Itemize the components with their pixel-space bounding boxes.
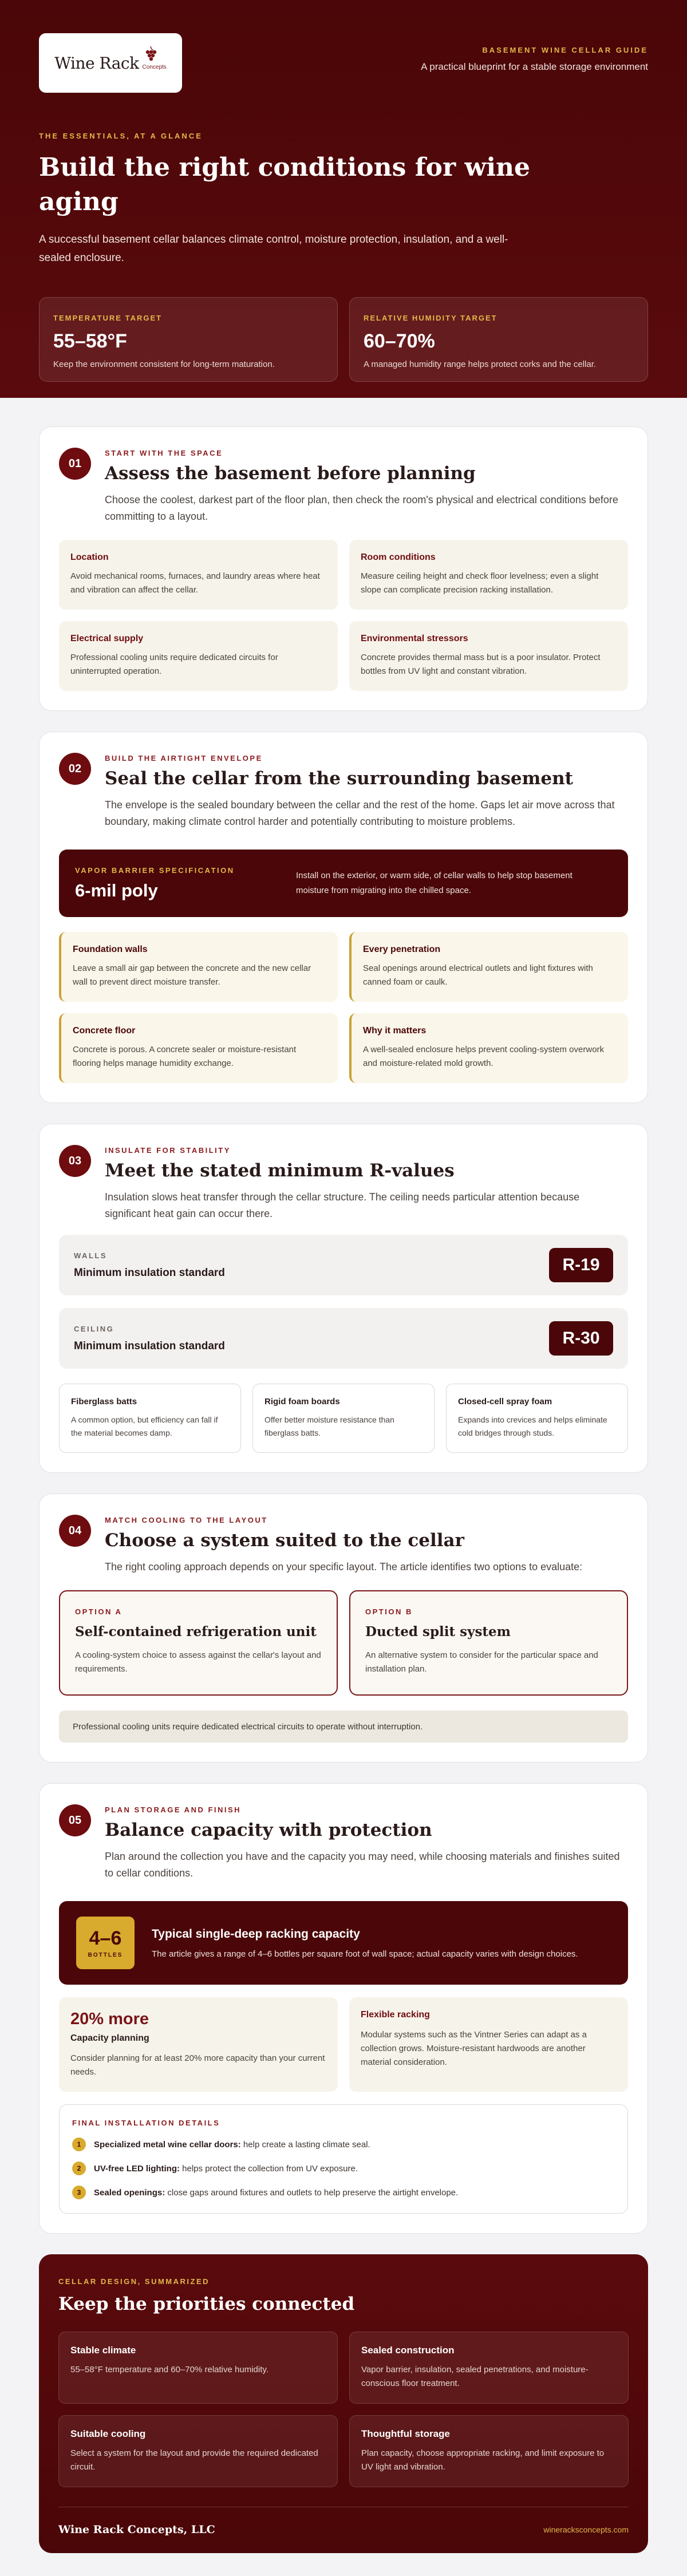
spec-label: VAPOR BARRIER SPECIFICATION xyxy=(75,866,235,875)
tile-title: Room conditions xyxy=(361,552,436,562)
capacity-planning-tile xyxy=(59,1997,338,2092)
tile-title: Environmental stressors xyxy=(361,634,468,643)
summary-tile-title: Thoughtful storage xyxy=(361,2428,450,2439)
summary-thoughtful-storage xyxy=(349,2415,629,2487)
option-title: Ducted split system xyxy=(365,1624,511,1639)
stat-card-humidity xyxy=(349,297,648,382)
section-eyebrow: PLAN STORAGE AND FINISH xyxy=(105,1805,242,1814)
section-description: The envelope is the sealed boundary between the cellar and the rest of the home. Gaps let air move across that boundary, making climate control harder and potentially contributing to moisture problems. xyxy=(105,799,615,827)
bottles-range: 4–6 xyxy=(89,1927,122,1949)
list-item xyxy=(72,2162,615,2175)
section-storage xyxy=(39,1783,648,2234)
tile-text: Avoid mechanical rooms, furnaces, and laundry areas where heat and vibration can affect the cellar. xyxy=(70,571,320,595)
summary-tile-text: 55–58°F temperature and 60–70% relative humidity. xyxy=(70,2365,269,2374)
list-number: 1 xyxy=(72,2138,86,2151)
vapor-barrier-spec xyxy=(59,850,628,917)
section-insulate xyxy=(39,1124,648,1473)
step-number: 05 xyxy=(59,1804,91,1836)
section-description: Plan around the collection you have and the capacity you may need, while choosing materials and finishes suited to cellar conditions. xyxy=(105,1851,620,1879)
option-label: OPTION B xyxy=(365,1607,413,1616)
stat-label: TEMPERATURE TARGET xyxy=(53,314,163,322)
tile-every-penetration xyxy=(349,932,628,1002)
box-title: Closed-cell spray foam xyxy=(458,1397,552,1406)
tile-text: Seal openings around electrical outlets and light fixtures with canned foam or caulk. xyxy=(363,963,593,987)
tile-text: Concrete is porous. A concrete sealer or moisture-resistant flooring helps manage humidity exchange. xyxy=(73,1045,297,1068)
page-title: Build the right conditions for wine aging xyxy=(39,153,531,216)
stat-note: A managed humidity range helps protect corks and the cellar. xyxy=(364,359,597,369)
logo-wordmark: Wine Rack xyxy=(54,53,139,73)
list-item-bold: Sealed openings: xyxy=(94,2187,165,2198)
summary-tile-text: Plan capacity, choose appropriate racking, and limit exposure to UV light and vibration. xyxy=(361,2448,605,2472)
r-value-badge: R-30 xyxy=(549,1321,613,1356)
summary-tile-text: Vapor barrier, insulation, sealed penetrations, and moisture-conscious floor treatment. xyxy=(361,2365,589,2388)
option-title: Self-contained refrigeration unit xyxy=(75,1624,317,1639)
tile-text: Leave a small air gap between the concrete and the new cellar wall to prevent direct moisture transfer. xyxy=(73,963,311,987)
hero xyxy=(0,0,687,398)
r-value-label: CEILING xyxy=(74,1324,114,1333)
racking-title: Typical single-deep racking capacity xyxy=(152,1927,360,1941)
list-item xyxy=(72,2186,615,2199)
summary-tile-title: Sealed construction xyxy=(361,2345,455,2356)
final-label: FINAL INSTALLATION DETAILS xyxy=(72,2119,220,2127)
stat-cards xyxy=(39,297,648,382)
r-value-label: WALLS xyxy=(74,1251,107,1260)
section-description: The right cooling approach depends on your specific layout. The article identifies two options to evaluate: xyxy=(105,1561,583,1573)
footer-website-link[interactable]: wineracksconcepts.com xyxy=(543,2525,629,2534)
insulation-fiberglass xyxy=(59,1384,241,1453)
section-title: Assess the basement before planning xyxy=(105,463,476,484)
tile-electrical-supply xyxy=(59,621,338,691)
capacity-title: Capacity planning xyxy=(70,2033,149,2043)
racking-text: The article gives a range of 4–6 bottles per square foot of wall space; actual capacity varies with design choices. xyxy=(152,1949,578,1959)
summary-eyebrow: CELLAR DESIGN, SUMMARIZED xyxy=(58,2277,210,2286)
footer xyxy=(58,2507,629,2536)
r-value-title: Minimum insulation standard xyxy=(74,1340,225,1352)
summary-title: Keep the priorities connected xyxy=(58,2294,355,2314)
hero-description: A successful basement cellar balances climate control, moisture protection, insulation, and a well-sealed enclosure. xyxy=(39,234,508,264)
list-item-text: helps protect the collection from UV exposure. xyxy=(180,2163,358,2174)
stat-value: 60–70% xyxy=(364,330,435,352)
cooling-note: Professional cooling units require dedicated electrical circuits to operate without interruption. xyxy=(59,1710,628,1743)
list-item-bold: UV-free LED lighting: xyxy=(94,2163,180,2174)
section-description: Choose the coolest, darkest part of the floor plan, then check the room's physical and electrical conditions before committing to a layout. xyxy=(105,494,618,522)
section-description: Insulation slows heat transfer through the cellar structure. The ceiling needs particular attention because significant heat gain can occur there. xyxy=(105,1191,580,1219)
tile-title: Every penetration xyxy=(363,945,441,954)
section-cooling xyxy=(39,1494,648,1763)
stat-note: Keep the environment consistent for long-term maturation. xyxy=(53,359,275,369)
final-installation-details xyxy=(59,2104,628,2214)
logo-subtitle: Concepts xyxy=(142,64,167,70)
tile-text: Measure ceiling height and check floor levelness; even a slight slope can complicate precision racking installation. xyxy=(361,571,599,595)
tile-room-conditions xyxy=(349,540,628,610)
option-b-card xyxy=(349,1590,628,1696)
box-text: Offer better moisture resistance than fiberglass batts. xyxy=(264,1415,394,1437)
bottles-unit: BOTTLES xyxy=(88,1952,123,1958)
flex-title: Flexible racking xyxy=(361,2010,430,2020)
section-title: Choose a system suited to the cellar xyxy=(105,1530,464,1551)
r-value-walls xyxy=(59,1235,628,1295)
list-item-bold: Specialized metal wine cellar doors: xyxy=(94,2139,241,2150)
list-item-text: close gaps around fixtures and outlets to help preserve the airtight envelope. xyxy=(165,2187,459,2198)
section-eyebrow: MATCH COOLING TO THE LAYOUT xyxy=(105,1516,268,1524)
racking-capacity-banner xyxy=(59,1901,628,1985)
tile-location xyxy=(59,540,338,610)
summary-sealed-construction xyxy=(349,2332,629,2404)
hero-eyebrow: THE ESSENTIALS, AT A GLANCE xyxy=(39,132,203,140)
flexible-racking-tile xyxy=(349,1997,628,2092)
summary-tile-text: Select a system for the layout and provide the required dedicated circuit. xyxy=(70,2448,318,2472)
step-number: 02 xyxy=(59,753,91,785)
step-number: 01 xyxy=(59,448,91,480)
summary-tile-title: Suitable cooling xyxy=(70,2428,146,2439)
section-title: Seal the cellar from the surrounding basement xyxy=(105,768,574,789)
guide-eyebrow: BASEMENT WINE CELLAR GUIDE xyxy=(482,46,648,54)
guide-header xyxy=(421,33,648,73)
tile-concrete-floor xyxy=(59,1013,338,1083)
option-a-card xyxy=(59,1590,338,1696)
spec-text: Install on the exterior, or warm side, of cellar walls to help stop basement moisture from migrating into the chilled space. xyxy=(296,871,572,895)
box-text: A common option, but efficiency can fall if the material becomes damp. xyxy=(71,1415,218,1437)
box-title: Rigid foam boards xyxy=(264,1397,340,1406)
insulation-spray-foam xyxy=(446,1384,628,1453)
insulation-rigid-foam xyxy=(252,1384,435,1453)
tile-text: Professional cooling units require dedicated circuits for uninterrupted operation. xyxy=(70,653,278,676)
box-title: Fiberglass batts xyxy=(71,1397,137,1406)
step-number: 04 xyxy=(59,1515,91,1547)
section-eyebrow: START WITH THE SPACE xyxy=(105,449,223,457)
r-value-ceiling xyxy=(59,1308,628,1369)
section-title: Meet the stated minimum R-values xyxy=(105,1160,455,1181)
section-eyebrow: BUILD THE AIRTIGHT ENVELOPE xyxy=(105,754,263,762)
r-value-title: Minimum insulation standard xyxy=(74,1266,225,1279)
tile-title: Electrical supply xyxy=(70,634,144,643)
section-assess xyxy=(39,426,648,711)
flex-text: Modular systems such as the Vintner Series can adapt as a collection grows. Moisture-resistant hardwoods are another material consideration. xyxy=(361,2030,587,2067)
list-number: 3 xyxy=(72,2186,86,2199)
guide-subtitle: A practical blueprint for a stable storage environment xyxy=(421,61,648,72)
bottles-badge xyxy=(76,1917,135,1969)
option-text: A cooling-system choice to assess against the cellar's layout and requirements. xyxy=(75,1650,321,1674)
main-content xyxy=(0,398,687,2553)
tile-text: Concrete provides thermal mass but is a poor insulator. Protect bottles from UV light and constant vibration. xyxy=(361,653,601,676)
list-item-text: help create a lasting climate seal. xyxy=(240,2139,370,2150)
brand-logo[interactable] xyxy=(39,33,182,93)
tile-title: Why it matters xyxy=(363,1026,427,1036)
box-text: Expands into crevices and helps eliminate cold bridges through studs. xyxy=(458,1415,607,1437)
grapes-icon xyxy=(143,46,157,65)
section-eyebrow: INSULATE FOR STABILITY xyxy=(105,1146,231,1155)
tile-environmental-stressors xyxy=(349,621,628,691)
summary-section xyxy=(39,2254,648,2553)
tile-text: A well-sealed enclosure helps prevent cooling-system overwork and moisture-related mold growth. xyxy=(363,1045,605,1068)
r-value-badge: R-19 xyxy=(549,1248,613,1282)
capacity-value: 20% more xyxy=(70,2010,149,2028)
section-seal xyxy=(39,732,648,1103)
spec-value: 6-mil poly xyxy=(75,880,158,900)
option-text: An alternative system to consider for the particular space and installation plan. xyxy=(365,1650,598,1674)
tile-why-it-matters xyxy=(349,1013,628,1083)
tile-foundation-walls xyxy=(59,932,338,1002)
section-title: Balance capacity with protection xyxy=(105,1820,432,1840)
list-item xyxy=(72,2138,615,2151)
list-number: 2 xyxy=(72,2162,86,2175)
capacity-text: Consider planning for at least 20% more capacity than your current needs. xyxy=(70,2053,325,2077)
step-number: 03 xyxy=(59,1145,91,1177)
tile-title: Location xyxy=(70,552,109,562)
stat-value: 55–58°F xyxy=(53,330,127,352)
stat-card-temperature xyxy=(39,297,338,382)
tile-title: Foundation walls xyxy=(73,945,148,954)
summary-tile-title: Stable climate xyxy=(70,2345,136,2356)
stat-label: RELATIVE HUMIDITY TARGET xyxy=(364,314,498,322)
summary-stable-climate xyxy=(58,2332,338,2404)
option-label: OPTION A xyxy=(75,1607,123,1616)
summary-suitable-cooling xyxy=(58,2415,338,2487)
footer-brand: Wine Rack Concepts, LLC xyxy=(58,2523,215,2536)
tile-title: Concrete floor xyxy=(73,1026,136,1036)
